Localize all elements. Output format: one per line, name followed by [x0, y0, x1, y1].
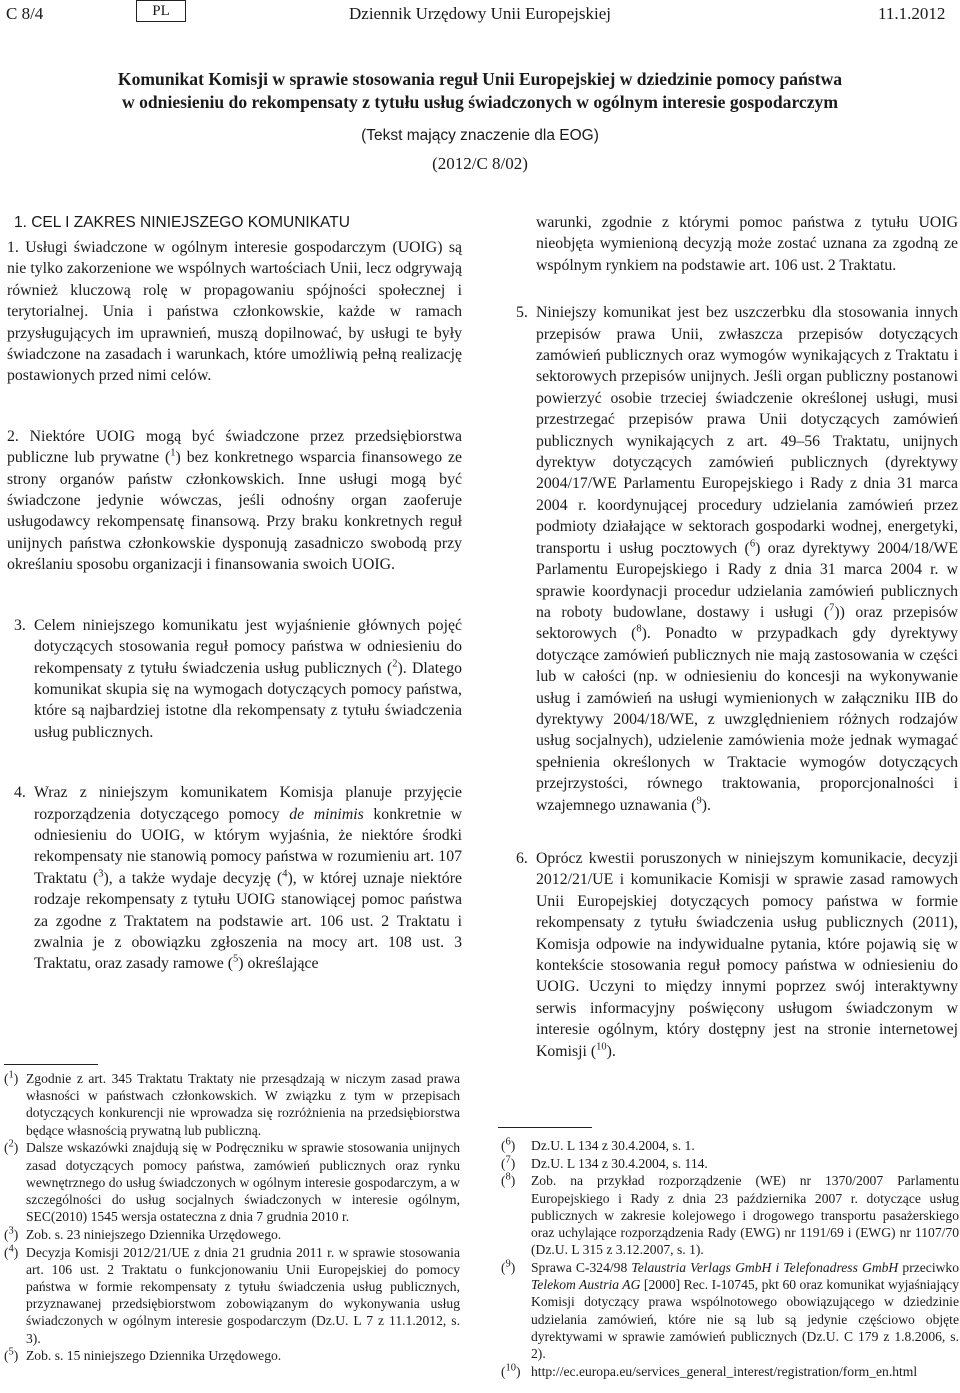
paragraph-6-text-b: ). — [606, 1042, 616, 1060]
footnote-3 — [4, 1226, 460, 1243]
paragraph-4-text-b: konkretnie w odniesieniu do UOIG, w którym wyjaśnia, że niektóre środki rekompensaty nie stanowią pomocy państwa w rozumieniu art. 107 Traktatu ( — [34, 805, 463, 887]
paragraph-4-text-d: ), w której uznaje niektóre rodzaje rekompensaty z tytułu UOIG stanowiącej pomoc państwa za zgodne z Traktatem na podstawie art. 106 ust. 2 Traktatu i zwalnia je z obowiązku zgłoszenia na mocy art. 108 ust. 3 Traktatu, oraz zasady ramowe ( — [34, 869, 462, 973]
footnote-text-b: przeciwko — [898, 1259, 960, 1275]
paragraph-1-text: 1. Usługi świadczone w ogólnym interesie gospodarczym (UOIG) są nie tylko zakorzenione we wspólnych wartościach Unii, lecz odgrywają również kluczową rolę w propagowaniu spójności społecznej i terytorialnej. Unia i państwa członkowskie, każde w ramach przysługujących im uprawnień, muszą dopilnować, by usługi te były świadczone na zasadach i warunkach, które umożliwią pełną realizację postawionych przed nimi celów. — [7, 239, 462, 385]
footnote-text-a: Sprawa C-324/98 — [531, 1259, 632, 1275]
paragraph-4-continued-text: warunki, zgodnie z którymi pomoc państwa z tytułu UOIG nieobjęta wymienioną decyzją może zostać uznana za zgodną ze wspólnym rynkiem na podstawie art. 106 ust. 2 Traktatu. — [536, 214, 958, 274]
paragraph-3-text-b: ). Dlatego komunikat skupia się na wymogach dotyczących pomocy państwa, które są najbardziej istotne dla rekompensaty z tytułu świadczenia usług publicznych. — [34, 659, 462, 741]
footnote-5 — [4, 1347, 460, 1364]
paragraph-5-text-c: )) oraz przepisów sektorowych ( — [536, 603, 958, 643]
footnote-text: Dalsze wskazówki znajdują się w Podręczniku w sprawie stosowania unijnych zasad dotyczących pomocy państwa, zamówień publicznych oraz rynku wewnętrznego do usług świadczonych w ogólnym interesie gospodarczym, a w szczególności do usług socjalnych świadczonych w interesie ogólnym, SEC(2010) 1545 wersja ostateczna z dnia 7 grudnia 2010 r. — [26, 1140, 460, 1225]
page-number: C 8/4 — [6, 4, 44, 23]
footnote-ref[interactable]: 5 — [233, 954, 239, 966]
footnote-number: ($^8$) — [501, 1171, 516, 1189]
paragraph-4-text-c: ), a także wydaje decyzję ( — [103, 869, 283, 887]
footnote-number-digits: 5 — [8, 1346, 14, 1358]
footnote-number-digits: 10 — [505, 1362, 517, 1374]
footnote-10 — [498, 1363, 959, 1380]
case-party-1: Telaustria Verlags GmbH i Telefonadress GmbH — [631, 1259, 899, 1275]
footnote-ref[interactable]: 10 — [596, 1041, 607, 1053]
journal-header — [0, 0, 960, 28]
footnote-9 — [498, 1259, 959, 1362]
paragraph-6 — [509, 848, 958, 1062]
footnote-ref[interactable]: 4 — [282, 868, 288, 880]
footnote-number-digits: 2 — [8, 1138, 14, 1150]
footnote-separator — [4, 1064, 98, 1065]
footnote-text: Dz.U. L 134 z 30.4.2004, s. 114. — [531, 1155, 708, 1171]
footnote-2 — [4, 1139, 460, 1225]
footnote-4 — [4, 1244, 460, 1347]
paragraph-number: 4. — [14, 784, 26, 802]
footnote-6 — [498, 1137, 959, 1154]
footnote-text: Zob. s. 15 niniejszego Dziennika Urzędowego. — [26, 1348, 282, 1364]
footnote-number: ($^7$) — [501, 1154, 516, 1171]
paragraph-4-text-e: ) określające — [238, 955, 319, 973]
footnotes-right — [498, 1137, 959, 1380]
footnote-text: Zgodnie z art. 345 Traktatu Traktaty nie przesądzają w niczym zasad prawa własności w państwach członkowskich. W związku z tym w przepisach dotyczących konkurencji nie wprowadza się rozróżnienia na przedsiębiorstwa będące własnością prywatną lub publiczną. — [26, 1071, 460, 1138]
footnote-number: ($^9$) — [501, 1258, 516, 1275]
footnote-number-digits: 3 — [8, 1225, 14, 1237]
footnote-number: ($^5$) — [4, 1346, 19, 1364]
paragraph-4-text-a: Wraz z niniejszym komunikatem Komisja planuje przyjęcie rozporządzenia dotyczącego pomocy — [34, 784, 462, 823]
issue-date: 11.1.2012 — [878, 4, 946, 23]
paragraph-number: 5. — [516, 304, 528, 322]
footnote-separator — [498, 1127, 592, 1128]
paragraph-5 — [509, 302, 958, 816]
de-minimis-term: de minimis — [289, 805, 364, 823]
paragraph-5-text-b: ) oraz dyrektywy 2004/18/WE Parlamentu Europejskiego i Rady z dnia 31 marca 2004 r. w sprawie koordynacji procedur udzielania zamówień publicznych na roboty budowlane, dostawy i usługi ( — [536, 539, 958, 621]
eea-relevance-note: (Tekst mający znaczenie dla EOG) — [361, 127, 599, 144]
paragraph-number: 3. — [14, 616, 26, 634]
footnote-number-digits: 1 — [8, 1069, 14, 1081]
footnote-ref[interactable]: 6 — [749, 538, 756, 550]
footnote-number: ($^3$) — [4, 1225, 19, 1242]
paragraph-3 — [7, 615, 462, 743]
footnote-ref[interactable]: 7 — [829, 602, 835, 614]
title-line-1: Komunikat Komisji w sprawie stosowania reguł Unii Europejskiej w dziedzinie pomocy państwa — [117, 69, 843, 89]
footnote-number: ($^4$) — [4, 1243, 19, 1260]
footnote-number: ($^1$) — [4, 1069, 19, 1086]
footnote-number-digits: 6 — [505, 1136, 511, 1148]
footnote-number: ($^6$) — [501, 1136, 516, 1153]
right-column — [509, 212, 958, 1101]
footnote-number-digits: 9 — [505, 1258, 511, 1270]
footnote-text-c: [2000] Rec. I-10745, pkt 60 oraz komunikat wyjaśniający Komisji dotyczący prawa wspólnotowego obowiązującego w dziedzinie udzielania zamówień, które nie są lub są jedynie częściowo objęte dyrektywami w sprawie zamówień publicznych (Dz.U. C 179 z 1.8.2006, s. 2). — [531, 1277, 959, 1361]
footnote-ref[interactable]: 8 — [636, 624, 642, 636]
paragraph-6-text-a: Oprócz kwestii poruszonych w niniejszym komunikacie, decyzji 2012/21/UE i komunikacie Komisji w sprawie zasad ramowych Unii Europejskiej dotyczących pomocy państwa w formie rekompensaty z tytułu świadczenia usług publicznych (2011), Komisja odpowie na indywidualne pytania, które pojawią się w kontekście stosowania reguł pomocy państwa w odniesieniu do UOIG. Uczyni to między innymi poprzez swój interaktywny serwis informacyjny poświęcony usługom świadczonym w interesie ogólnym, który dostępny jest na stronie internetowej Komisji ( — [536, 849, 958, 1060]
paragraph-4-continued — [509, 212, 958, 276]
footnote-ref[interactable]: 1 — [170, 447, 176, 459]
paragraph-2-text-a: 2. Niektóre UOIG mogą być świadczone przez przedsiębiorstwa publiczne lub prywatne ( — [7, 427, 462, 467]
footnote-number-digits: 4 — [8, 1243, 14, 1254]
footnote-text: Zob. s. 23 niniejszego Dziennika Urzędowego. — [26, 1226, 282, 1242]
paragraph-5-text-d: ). Ponadto w przypadkach gdy dyrektywy dotyczące zamówień publicznych nie mają zastosowania w części lub w całości (np. w odniesieniu do koncesji na wykonywanie usług i zamówień na usługi wymienionych w załączniku IIB do dyrektywy 2004/18/WE, z uwzględnieniem różnych rodzajów usług socjalnych), udzielenie zamówienia może jednak wymagać spełnienia określonych w Traktacie wymogów dotyczących przejrzystości, równego traktowania, proporcjonalności i wzajemnego uznawania ( — [536, 625, 958, 814]
paragraph-2 — [7, 426, 462, 576]
footnote-1 — [4, 1070, 460, 1139]
paragraph-1 — [7, 237, 462, 387]
case-party-2: Telekom Austria AG — [531, 1277, 641, 1293]
language-badge: PL — [136, 0, 186, 22]
footnote-text: Decyzja Komisji 2012/21/UE z dnia 21 grudnia 2011 r. w sprawie stosowania art. 106 ust. 2 Traktatu o funkcjonowaniu Unii Europejskiej do pomocy państwa w formie rekompensaty z tytułu świadczenia usług publicznych, przyznawanej przedsiębiorstwom zobowiązanym do wykonywania usług świadczonych w ogólnym interesie gospodarczym (Dz.U. L 7 z 11.1.2012, s. 3). — [26, 1244, 460, 1346]
document-reference: (2012/C 8/02) — [432, 154, 528, 173]
section-heading: 1. CEL I ZAKRES NINIEJSZEGO KOMUNIKATU — [14, 214, 350, 231]
footnote-number: ($^{10}$) — [501, 1362, 521, 1379]
paragraph-4 — [7, 782, 462, 975]
footnotes-left — [4, 1070, 460, 1365]
footnote-number-digits: 7 — [505, 1154, 511, 1166]
footnote-ref[interactable]: 2 — [392, 658, 398, 670]
footnote-number: ($^2$) — [4, 1138, 19, 1156]
footnote-text: Dz.U. L 134 z 30.4.2004, s. 1. — [531, 1138, 695, 1153]
footnote-ref[interactable]: 3 — [98, 868, 104, 880]
paragraph-5-text-e: ). — [701, 796, 711, 814]
title-line-2: w odniesieniu do rekompensaty z tytułu usług świadczonych w ogólnym interesie gospodarczym — [121, 92, 839, 112]
paragraph-3-text-a: Celem niniejszego komunikatu jest wyjaśnienie głównych pojęć dotyczących stosowania reguł pomocy państwa w odniesieniu do rekompensaty z tytułu świadczenia usług publicznych ( — [34, 616, 462, 677]
footnote-7 — [498, 1155, 959, 1172]
left-column — [7, 212, 462, 1014]
paragraph-2-text-b: ) bez konkretnego wsparcia finansowego ze strony organów państw członkowskich. Inne usługi mogą być świadczone jedynie wówczas, jeśli odnośny organ zaoferuje usługodawcy rekompensatę finansową. Przy braku konkretnych reguł unijnych państwa członkowskie dysponują zasadniczo swobodą przy określaniu sposobu organizacji i finansowania swoich UOIG. — [7, 449, 462, 574]
footnote-ref[interactable]: 9 — [696, 795, 702, 807]
paragraph-number: 6. — [516, 849, 528, 867]
document-title — [0, 68, 960, 114]
journal-name: Dziennik Urzędowy Unii Europejskiej — [349, 4, 612, 23]
footnote-8 — [498, 1172, 959, 1258]
registration-form-link[interactable]: http://ec.europa.eu/services_general_interest/registration/form_en.html — [531, 1363, 918, 1379]
footnote-number-digits: 8 — [505, 1171, 511, 1183]
paragraph-5-text-a: Niniejszy komunikat jest bez uszczerbku dla stosowania innych przepisów prawa Unii, zwłaszcza przepisów dotyczących zamówień publicznych oraz wymogów wynikających z Traktatu i sektorowych przepisów unijnych. Jeśli organ publiczny postanowi powierzyć osobie trzeciej świadczenie określonej usługi, musi przestrzegać przepisów prawa Unii dotyczących zamówień publicznych wynikających z art. 49–56 Traktatu, unijnych dyrektyw dotyczących zamówień publicznych (dyrektywy 2004/17/WE Parlamentu Europejskiego i Rady z dnia 31 marca 2004 r. koordynującej procedury udzielania zamówień przez podmioty działające w sektorach gospodarki wodnej, energetyki, transportu i usług pocztowych ( — [536, 304, 958, 557]
footnote-text: Zob. na przykład rozporządzenie (WE) nr 1370/2007 Parlamentu Europejskiego i Rady z dnia 23 października 2007 r. dotyczące usług publicznych w zakresie kolejowego i drogowego transportu pasażerskiego oraz uchylające rozporządzenia Rady (EWG) nr 1191/69 i (EWG) nr 1107/70 (Dz.U. L 315 z 3.12.2007, s. 1). — [531, 1173, 959, 1258]
